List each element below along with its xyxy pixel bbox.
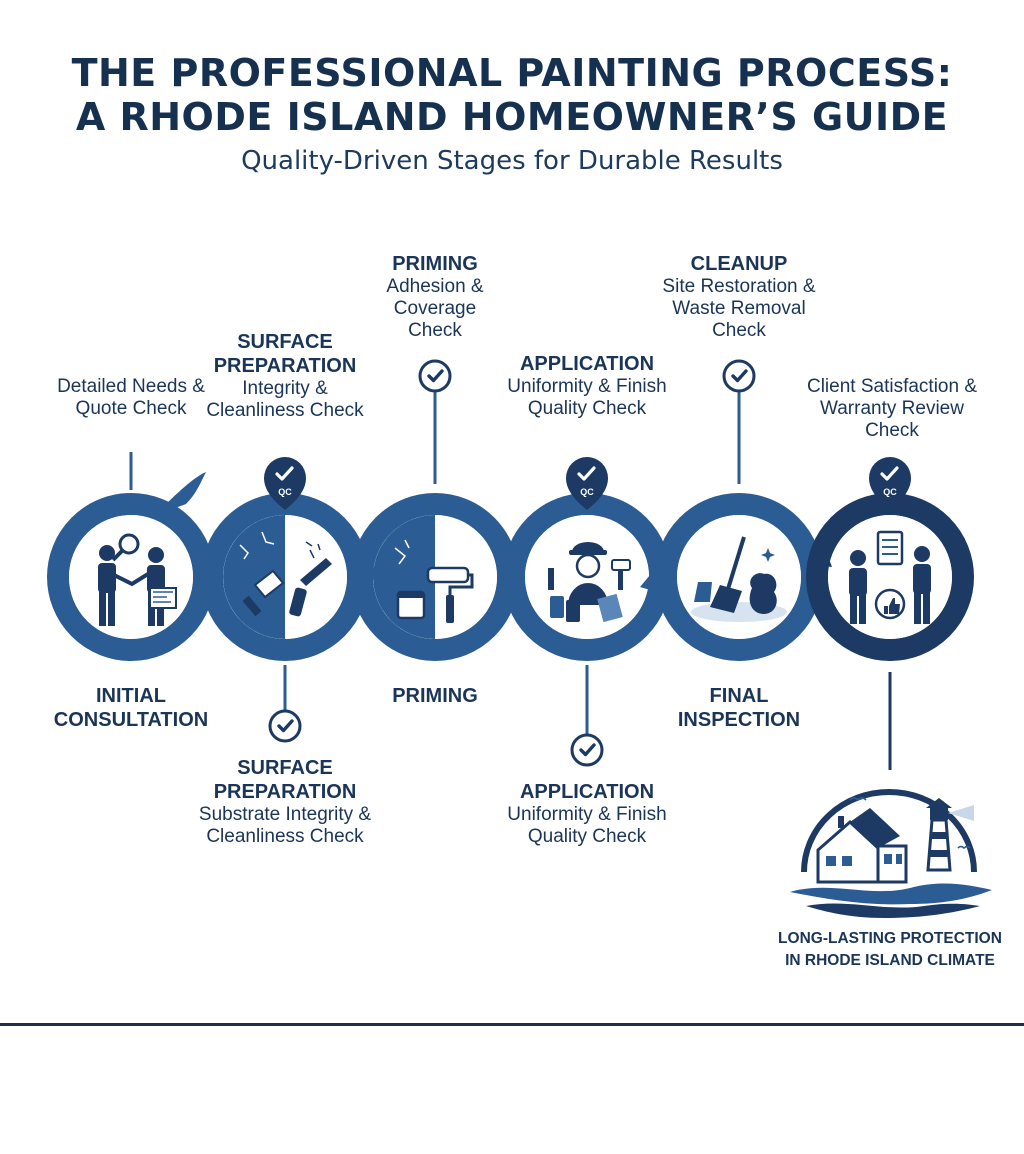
footer-tag-line1: LONG-LASTING PROTECTION [778,930,1002,947]
qc-badge-label: QC [883,487,897,497]
check-circle-icon [724,361,754,391]
priming-top-label: PRIMING Adhesion & Coverage Check [386,253,484,341]
check-circle-icon [270,711,300,741]
footer-tag-line2: IN RHODE ISLAND CLIMATE [785,952,995,969]
cleanup-top-label: CLEANUP Site Restoration & Waste Removal Check [662,253,816,341]
final-inspection-title: FINAL INSPECTION [677,685,801,731]
rhode-island-house-lighthouse-icon [790,792,992,918]
divider [0,1023,1024,1026]
final-inspection-check-label: Client Satisfaction & Warranty Review Check [806,376,978,441]
qc-badge-label: QC [580,487,594,497]
wave-swirl-icon [160,472,206,510]
check-circle-icon [420,361,450,391]
process-chain [58,472,963,650]
page-title-line2: A RHODE ISLAND HOMEOWNER’S GUIDE [75,95,949,139]
priming-bottom-label: PRIMING [392,685,478,707]
application-top-label: APPLICATION Uniformity & Finish Quality Check [507,353,667,419]
surface-prep-top-label: SURFACE PREPARATION Integrity & Cleanliness Check [206,331,364,421]
qc-badge-label: QC [278,487,292,497]
initial-consultation-check-label: Detailed Needs & Quote Check [57,376,205,419]
initial-consultation-title: INITIAL CONSULTATION [53,685,209,731]
page-title-line1: THE PROFESSIONAL PAINTING PROCESS: [71,51,953,95]
check-circle-icon [572,735,602,765]
surface-prep-bottom-label: SURFACE PREPARATION Substrate Integrity & Cleanliness Check [198,757,372,847]
application-bottom-label: APPLICATION Uniformity & Finish Quality Check [507,781,667,847]
page-subtitle: Quality-Driven Stages for Durable Results [241,146,783,176]
